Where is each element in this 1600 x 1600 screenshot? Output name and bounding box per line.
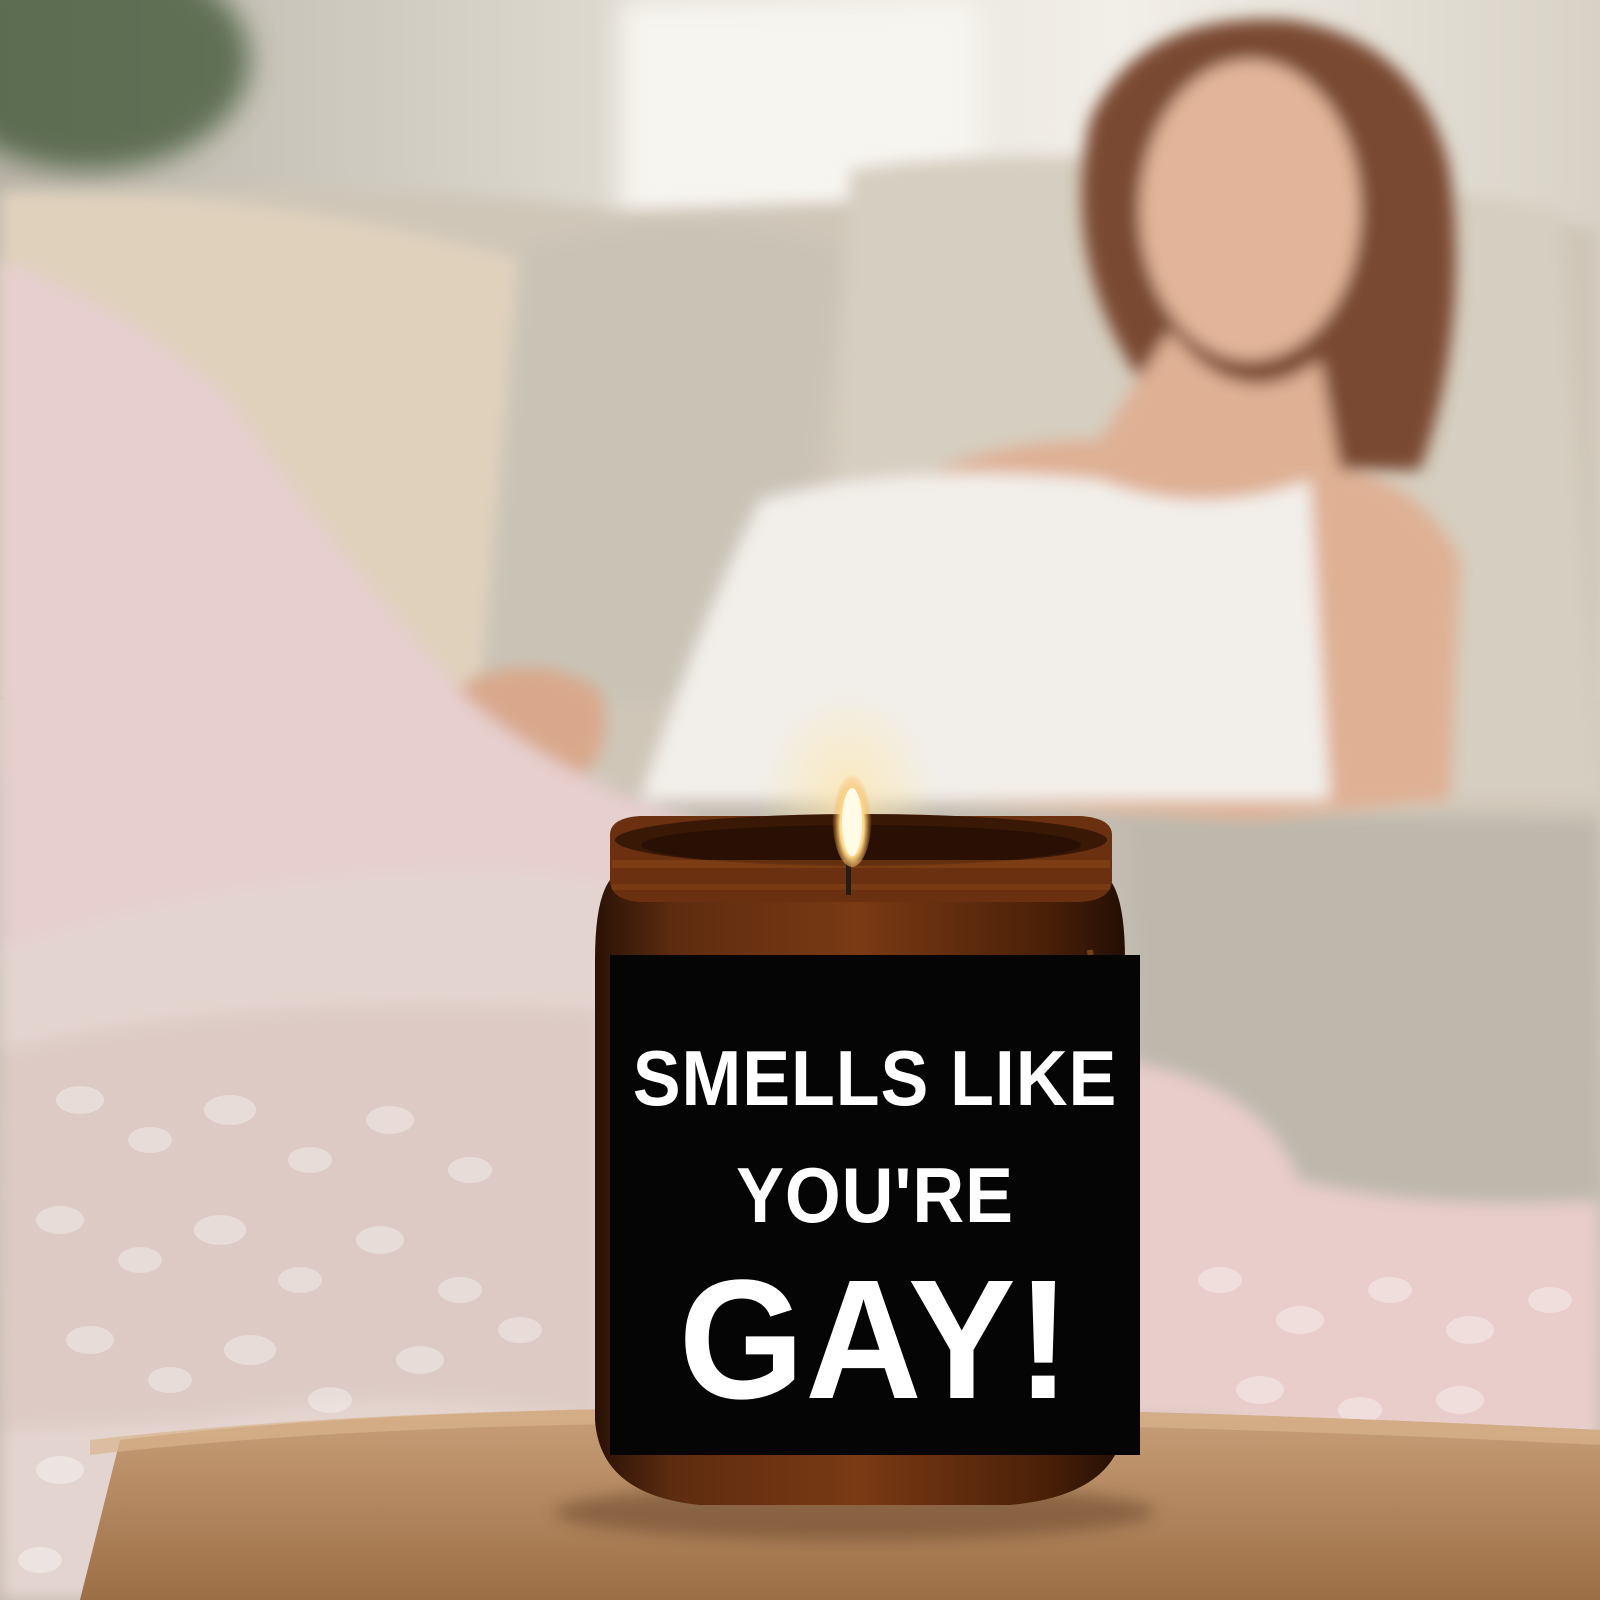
label-line-1: SMELLS LIKE — [632, 1034, 1118, 1122]
label-line-3: GAY! — [678, 1245, 1072, 1435]
candle-label — [610, 955, 1140, 1455]
label-line-2: YOU'RE — [736, 1151, 1014, 1239]
